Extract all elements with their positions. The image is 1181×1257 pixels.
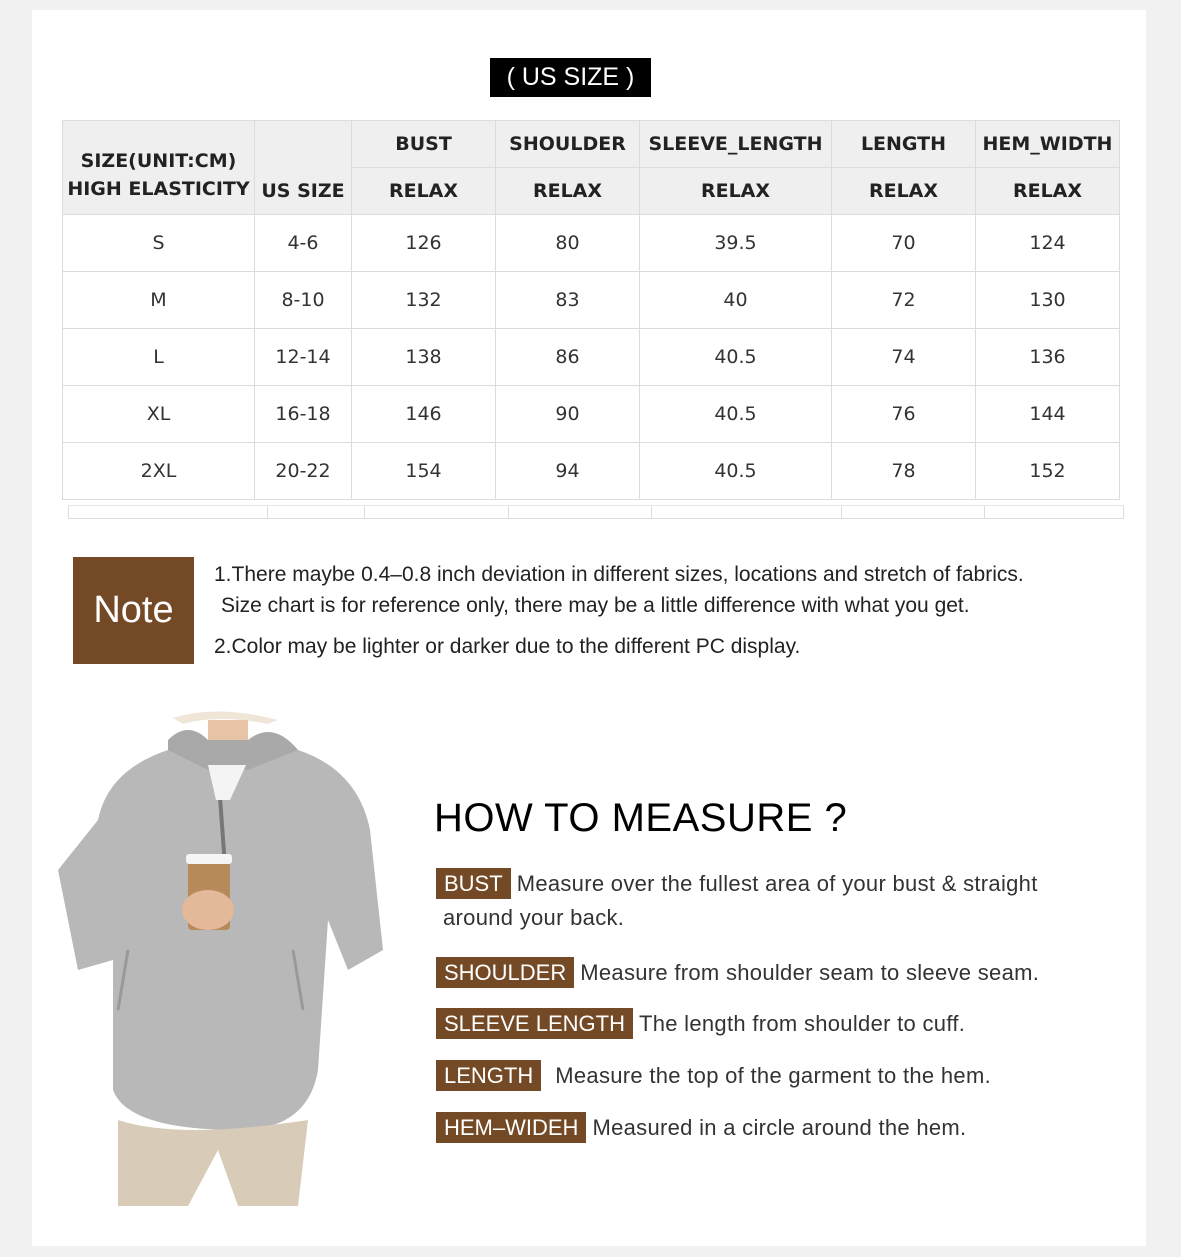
table-cell: 72 [832, 272, 976, 329]
us-size-header-cell [255, 121, 352, 215]
measure-item-length [436, 1060, 991, 1091]
measure-item-hem-width [436, 1112, 966, 1143]
table-cell: 90 [496, 386, 640, 443]
shoulder-text: Measure from shoulder seam to sleeve seam. [580, 959, 1040, 985]
measure-item-sleeve-length [436, 1008, 965, 1039]
table-cell: 80 [496, 215, 640, 272]
note-line-3: 2.Color may be lighter or darker due to the different PC display. [214, 635, 801, 658]
table-row [63, 443, 1120, 500]
how-to-measure-title: HOW TO MEASURE ? [434, 796, 848, 840]
table-row [63, 329, 1120, 386]
hem-width-tag: HEM–WIDEH [436, 1112, 586, 1143]
size-header-cell [63, 121, 255, 215]
sleeve-length-text: The length from shoulder to cuff. [638, 1010, 966, 1036]
table-cell: 4-6 [255, 215, 352, 272]
table-cell: 132 [352, 272, 496, 329]
strip-cell [842, 506, 985, 518]
header-relax: RELAX [832, 168, 976, 215]
header-relax: RELAX [496, 168, 640, 215]
table-cell: 138 [352, 329, 496, 386]
header-relax: RELAX [976, 168, 1120, 215]
header-us-size: US SIZE [261, 180, 345, 202]
table-row [63, 215, 1120, 272]
header-relax: RELAX [640, 168, 832, 215]
header-shoulder: SHOULDER [496, 121, 640, 168]
strip-cell [69, 506, 268, 518]
strip-cell [509, 506, 652, 518]
note-line-2: Size chart is for reference only, there may be a little difference with what you get. [221, 594, 970, 617]
strip-cell [365, 506, 509, 518]
table-cell: XL [63, 386, 255, 443]
table-cell: 146 [352, 386, 496, 443]
table-cell: 16-18 [255, 386, 352, 443]
table-cell: M [63, 272, 255, 329]
table-cell: 144 [976, 386, 1120, 443]
model-hoodie-photo [58, 710, 383, 1206]
bust-text: Measure over the fullest area of your bust & straight [516, 870, 1038, 896]
header-length: LENGTH [832, 121, 976, 168]
length-tag: LENGTH [436, 1060, 541, 1091]
table-cell: 83 [496, 272, 640, 329]
table-cell: 94 [496, 443, 640, 500]
table-cell: 40.5 [640, 329, 832, 386]
table-cell: 126 [352, 215, 496, 272]
note-badge: Note [73, 557, 194, 664]
table-cell: 2XL [63, 443, 255, 500]
strip-cell [652, 506, 842, 518]
table-cell: 76 [832, 386, 976, 443]
table-cell: L [63, 329, 255, 386]
measure-item-bust-line2 [443, 905, 624, 931]
table-cell: 39.5 [640, 215, 832, 272]
table-cell: 70 [832, 215, 976, 272]
table-cell: 12-14 [255, 329, 352, 386]
measure-item-bust [436, 868, 1038, 899]
table-cell: S [63, 215, 255, 272]
strip-cell [268, 506, 365, 518]
table-cell: 40.5 [640, 443, 832, 500]
table-cell: 8-10 [255, 272, 352, 329]
table-row [63, 386, 1120, 443]
table-cell: 78 [832, 443, 976, 500]
measure-item-shoulder [436, 957, 1039, 988]
table-cell: 86 [496, 329, 640, 386]
header-elasticity: HIGH ELASTICITY [67, 177, 250, 200]
shoulder-tag: SHOULDER [436, 957, 574, 988]
us-size-tag: ( US SIZE ) [490, 58, 651, 97]
bust-tag: BUST [436, 868, 511, 899]
table-row [63, 272, 1120, 329]
table-footer-strip [68, 505, 1124, 519]
table-cell: 40 [640, 272, 832, 329]
table-header-row [63, 121, 1120, 168]
bust-text-line2: around your back. [443, 905, 625, 930]
hem-width-text: Measured in a circle around the hem. [592, 1114, 967, 1140]
size-table [62, 120, 1120, 500]
note-line-1: 1.There maybe 0.4–0.8 inch deviation in different sizes, locations and stretch of fabrics. [214, 563, 1024, 586]
length-text: Measure the top of the garment to the hem. [555, 1062, 991, 1088]
header-relax: RELAX [352, 168, 496, 215]
table-cell: 152 [976, 443, 1120, 500]
header-sleeve-length: SLEEVE_LENGTH [640, 121, 832, 168]
table-cell: 20-22 [255, 443, 352, 500]
table-cell: 130 [976, 272, 1120, 329]
header-hem-width: HEM_WIDTH [976, 121, 1120, 168]
table-cell: 74 [832, 329, 976, 386]
table-cell: 124 [976, 215, 1120, 272]
table-cell: 154 [352, 443, 496, 500]
header-bust: BUST [352, 121, 496, 168]
table-cell: 40.5 [640, 386, 832, 443]
table-cell: 136 [976, 329, 1120, 386]
header-size-unit: SIZE(UNIT:CM) [80, 149, 237, 172]
sleeve-length-tag: SLEEVE LENGTH [436, 1008, 633, 1039]
